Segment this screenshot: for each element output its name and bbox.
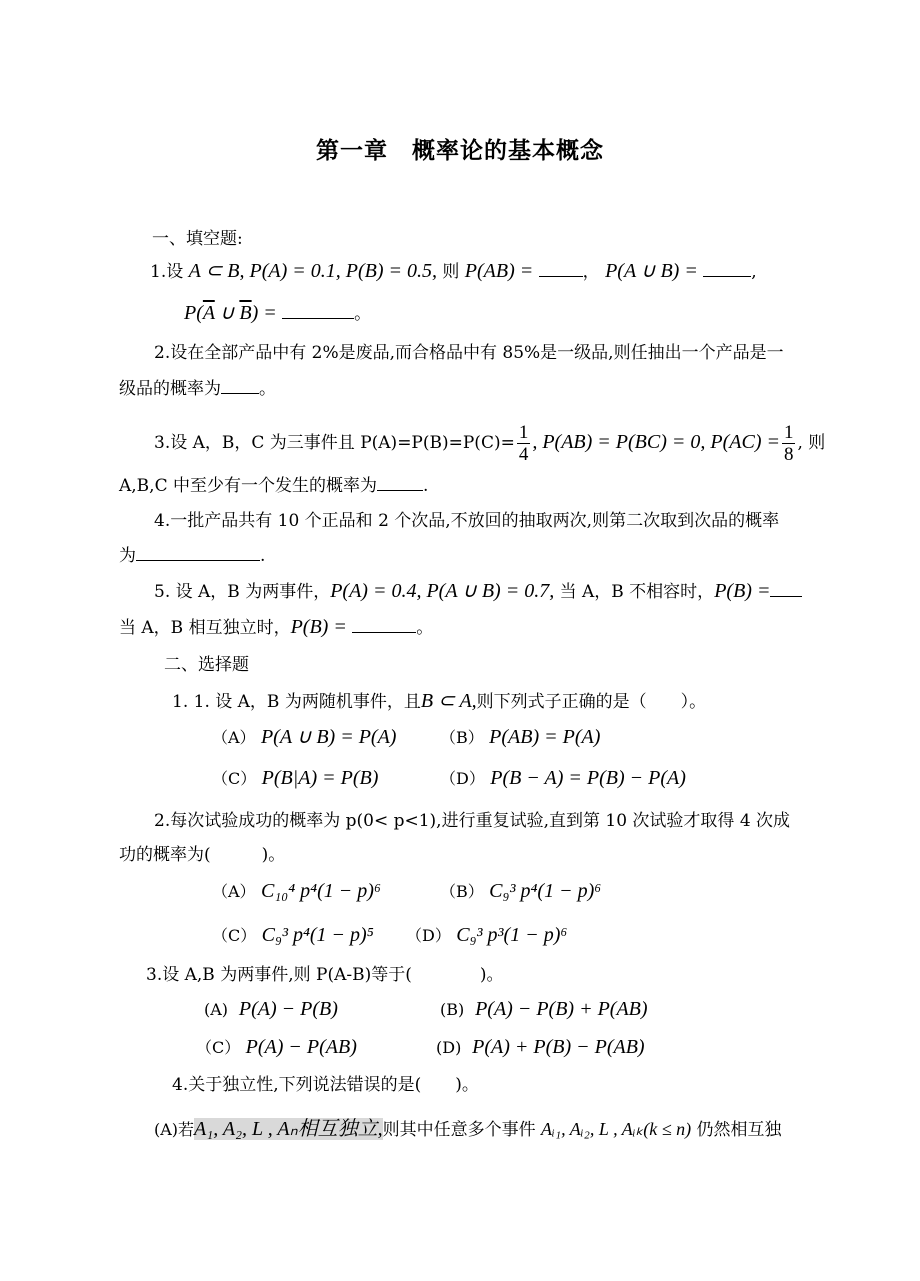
question-1-2-line2: 级品的概率为 。 (119, 375, 276, 402)
question-2-2-line2: 功的概率为( )。 (119, 845, 286, 865)
answer-blank[interactable] (703, 258, 751, 277)
option-2-3-a[interactable]: (A) P(A) − P(B) (204, 998, 338, 1020)
section-heading-choice: 二、选择题 (164, 655, 249, 675)
fraction-one-eighth: $\frac{1}{8}$ (783, 422, 794, 465)
answer-blank[interactable] (539, 258, 583, 277)
option-2-2-c[interactable]: （C） C₉³ p⁴(1 − p)⁵ (212, 924, 374, 946)
option-2-3-d[interactable]: (D) P(A) + P(B) − P(AB) (436, 1036, 645, 1058)
option-2-1-b[interactable]: （B） P(AB) = P(A) (440, 726, 601, 748)
question-1-5: 5. 设 A，B 为两事件，P(A) = 0.4, P(A ∪ B) = 0.7, 当 A，B 不相容时，P(B) = (154, 578, 802, 605)
option-2-1-d[interactable]: （D） P(B − A) = P(B) − P(A) (440, 767, 686, 789)
option-2-2-d[interactable]: （D） C₉³ p³(1 − p)⁶ (406, 924, 568, 946)
answer-blank[interactable] (770, 578, 802, 597)
question-2-4: 4.关于独立性,下列说法错误的是( )。 (172, 1075, 479, 1095)
answer-blank[interactable] (352, 614, 416, 633)
answer-blank[interactable] (221, 375, 259, 394)
page-title: 第一章 概率论的基本概念 (316, 138, 604, 164)
answer-blank[interactable] (377, 472, 423, 491)
option-2-1-c[interactable]: （C） P(B|A) = P(B) (212, 767, 379, 789)
question-1-1: 1.设 A ⊂ B, P(A) = 0.1, P(B) = 0.5, 则 P(AB) = ， P(A ∪ B) = , (150, 260, 757, 282)
option-2-3-b[interactable]: (B) P(A) − P(B) + P(AB) (440, 998, 648, 1020)
question-2-1: 1. 1. 设 A，B 为两随机事件，且B ⊂ A,则下列式子正确的是（ ）。 (172, 690, 707, 712)
question-1-4: 4.一批产品共有 10 个正品和 2 个次品,不放回的抽取两次,则第二次取到次品的概率 (154, 511, 780, 531)
option-2-3-c[interactable]: （C） P(A) − P(AB) (196, 1036, 357, 1058)
section-heading-fill: 一、填空题: (152, 229, 243, 249)
question-1-1-line2: $P(\overline{A}$ ∪ $\overline{B}$) = 。 (184, 302, 372, 324)
question-2-2: 2.每次试验成功的概率为 p(0< p<1),进行重复试验,直到第 10 次试验才取得 4 次成 (154, 811, 791, 831)
option-2-2-b[interactable]: （B） C₉³ p⁴(1 − p)⁶ (440, 880, 602, 902)
option-2-2-a[interactable]: （A） C₁₀⁴ p⁴(1 − p)⁶ (212, 880, 381, 902)
answer-blank[interactable] (136, 542, 260, 561)
answer-blank[interactable] (282, 300, 354, 319)
question-1-5-line2: 当 A，B 相互独立时，P(B) = 。 (119, 616, 434, 638)
option-2-4-a[interactable]: (A)若A₁, A₂, L , Aₙ相互独立,则其中任意多个事件 Aᵢ₁, Aᵢ₂, L , Aᵢₖ(k ≤ n) 仍然相互独 (154, 1118, 782, 1140)
question-1-4-line2: 为 . (119, 542, 265, 569)
question-1-3: 3.设 A，B，C 为三事件且 P(A)=P(B)=P(C)= $\frac{1}{4}$ , P(AB) = P(BC) = 0, P(AC) = $\frac{1}{8}$ , 则 (154, 422, 826, 465)
question-1-2: 2.设在全部产品中有 2%是废品,而合格品中有 85%是一级品,则任抽出一个产品是一 (154, 343, 784, 363)
fraction-one-quarter: $\frac{1}{4}$ (518, 422, 529, 465)
question-2-3: 3.设 A,B 为两事件,则 P(A-B)等于( )。 (146, 965, 504, 985)
question-1-3-line2: A,B,C 中至少有一个发生的概率为 . (119, 472, 428, 499)
option-2-1-a[interactable]: （A） P(A ∪ B) = P(A) (212, 726, 397, 748)
highlighted-text: A₁, A₂, L , Aₙ相互独立, (194, 1118, 383, 1140)
